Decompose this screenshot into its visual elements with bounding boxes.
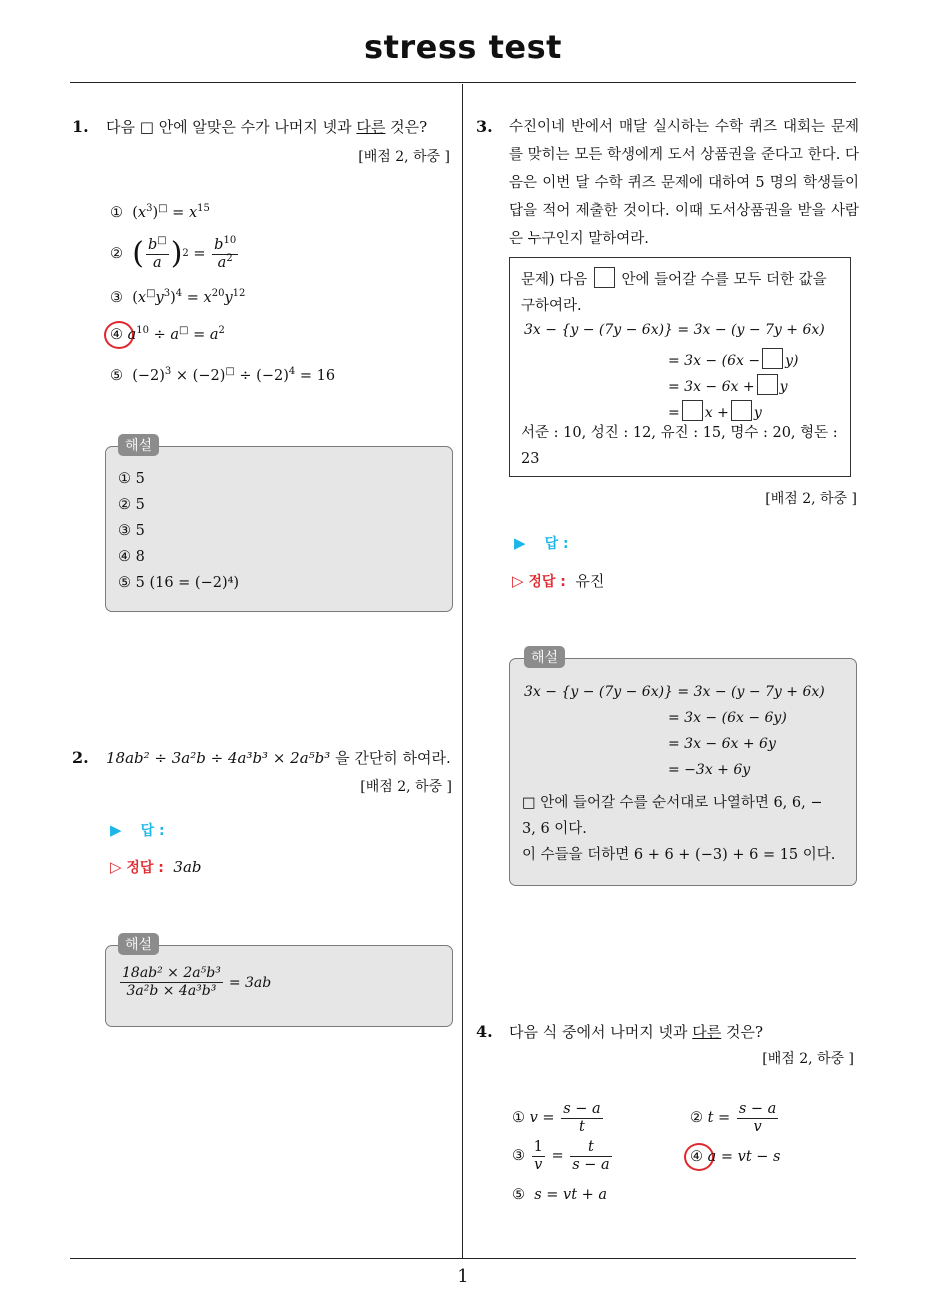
choice-marker: ① [512, 1110, 525, 1126]
choice-marker: ① [110, 205, 123, 221]
q2-explanation-math: $\frac{\text{18ab² × 2a⁵b³}}{\text{3a²b × 4a³b³}}$ = 3ab [122, 965, 272, 999]
choice-marker: ⑤ [110, 368, 123, 384]
column-divider [462, 84, 463, 1258]
q1-choice-1[interactable]: ① $(x^3)^□ = x^{15}$ [110, 203, 210, 221]
q1-number: 1. [72, 117, 89, 136]
q4-choice-2[interactable]: ② t = $\frac{s - a}{v}$ [690, 1100, 777, 1135]
q4-choice-1[interactable]: ① v = $\frac{s - a}{t}$ [512, 1100, 601, 1135]
blank-box [762, 348, 783, 369]
q3-explanation-text: □ 안에 들어갈 수를 순서대로 나열하면 6, 6, − 3, 6 이다. 이 수들을 더하면 6 + 6 + (−3) + 6 = 15 이다. [522, 795, 836, 863]
q3-problem-line2: = 3x − (6x − y) [668, 348, 798, 369]
q1-choice-5[interactable]: ⑤ $(-2)^3 \times (-2)^□ \div (-2)^4 = 16$ [110, 366, 336, 384]
q1-choice-4[interactable]: ④ $a^{10} \div a^□ = a^2$ [110, 325, 225, 343]
q3-problem-text: 문제) 다음 안에 들어갈 수를 모두 더한 값을 구하여라. [521, 267, 827, 319]
q3-problem-line3: = 3x − 6x + y [668, 374, 788, 395]
q3-explanation-math-3: = 3x − 6x + 6y [668, 736, 776, 752]
q1-choice-3[interactable]: ③ $(x^□y^3)^4 = x^{20}y^{12}$ [110, 288, 246, 306]
q3-problem-line4: = x + y [668, 400, 762, 421]
header-rule [70, 82, 856, 83]
q3-correct-value: 유진 [575, 572, 605, 590]
blank-box [682, 400, 703, 421]
q3-text: 수진이네 반에서 매달 실시하는 수학 퀴즈 대회는 문제를 맞히는 모든 학생에게 도서 상품권을 준다고 한다. 다음은 이번 달 수학 퀴즈 문제에 대하여 5 명의 학생들이 답을 적어 제출한 것이다. 이때 도서상품권을 받을 사람은 누구인지 말하여라. [509, 119, 859, 247]
footer-rule [70, 1258, 856, 1259]
q4-choice-3[interactable]: ③ $\frac{1}{v}$ = $\frac{t}{s - a}$ [512, 1138, 610, 1173]
choice-marker: ③ [110, 290, 123, 306]
q3-problem-line1: 3x − {y − (7y − 6x)} = 3x − (y − 7y + 6x) [524, 322, 825, 338]
choice-marker: ② [110, 246, 123, 262]
page-title: stress test [364, 28, 562, 66]
q1-explanation-text: ① 5 ② 5 ③ 5 ④ 8 ⑤ 5 (16 = (−2)⁴) [118, 471, 240, 591]
q2-answer-row: ▶ 답 : [110, 821, 165, 839]
q4-choice-4[interactable]: ④ a = vt − s [690, 1149, 781, 1165]
choice-marker: ④ [690, 1149, 703, 1165]
q3-answer-row: ▶ 답 : [514, 534, 569, 552]
q3-explanation-math-4: = −3x + 6y [668, 762, 751, 778]
q3-number: 3. [476, 117, 493, 136]
q4-meta: [배점 2, 하중 ] [762, 1051, 854, 1067]
q1-meta: [배점 2, 하중 ] [358, 149, 450, 165]
q4-choice-5[interactable]: ⑤ s = vt + a [512, 1187, 608, 1203]
choice-marker: ④ [110, 327, 123, 343]
q3-explanation-tag: 해설 [524, 646, 565, 668]
q2-correct-row: ▷ 정답 : 3ab [110, 858, 202, 876]
q1-explanation-tag: 해설 [118, 434, 159, 456]
q3-correct-row: ▷ 정답 : 유진 [512, 572, 605, 590]
q3-explanation-math-2: = 3x − (6x − 6y) [668, 710, 787, 726]
q3-meta: [배점 2, 하중 ] [765, 491, 857, 507]
blank-box [757, 374, 778, 395]
q2-correct-value: 3ab [173, 858, 202, 876]
q4-number: 4. [476, 1022, 493, 1041]
q2-number: 2. [72, 748, 89, 767]
blank-box [731, 400, 752, 421]
q1-text: 다음 □ 안에 알맞은 수가 나머지 넷과 다른 것은? [106, 118, 428, 136]
choice-marker: ③ [512, 1148, 525, 1164]
q2-explanation-tag: 해설 [118, 933, 159, 955]
page-number: 1 [457, 1266, 469, 1287]
q3-students: 서준 : 10, 성진 : 12, 유진 : 15, 명수 : 20, 형돈 : 23 [521, 425, 838, 467]
choice-marker: ② [690, 1110, 703, 1126]
q4-text: 다음 식 중에서 나머지 넷과 다른 것은? [509, 1023, 764, 1041]
q1-choice-2[interactable]: ② ( $\frac{b^□}{a}$ ) 2 = $\frac{b^{10}}{a^2}$ [110, 234, 237, 271]
q2-text: 18ab² ÷ 3a²b ÷ 4a³b³ × 2a⁵b³ 을 간단히 하여라. [106, 749, 451, 767]
q3-explanation-math-1: 3x − {y − (7y − 6x)} = 3x − (y − 7y + 6x) [524, 684, 825, 700]
choice-marker: ⑤ [512, 1187, 525, 1203]
q2-meta: [배점 2, 하중 ] [360, 779, 452, 795]
blank-box [594, 267, 615, 288]
